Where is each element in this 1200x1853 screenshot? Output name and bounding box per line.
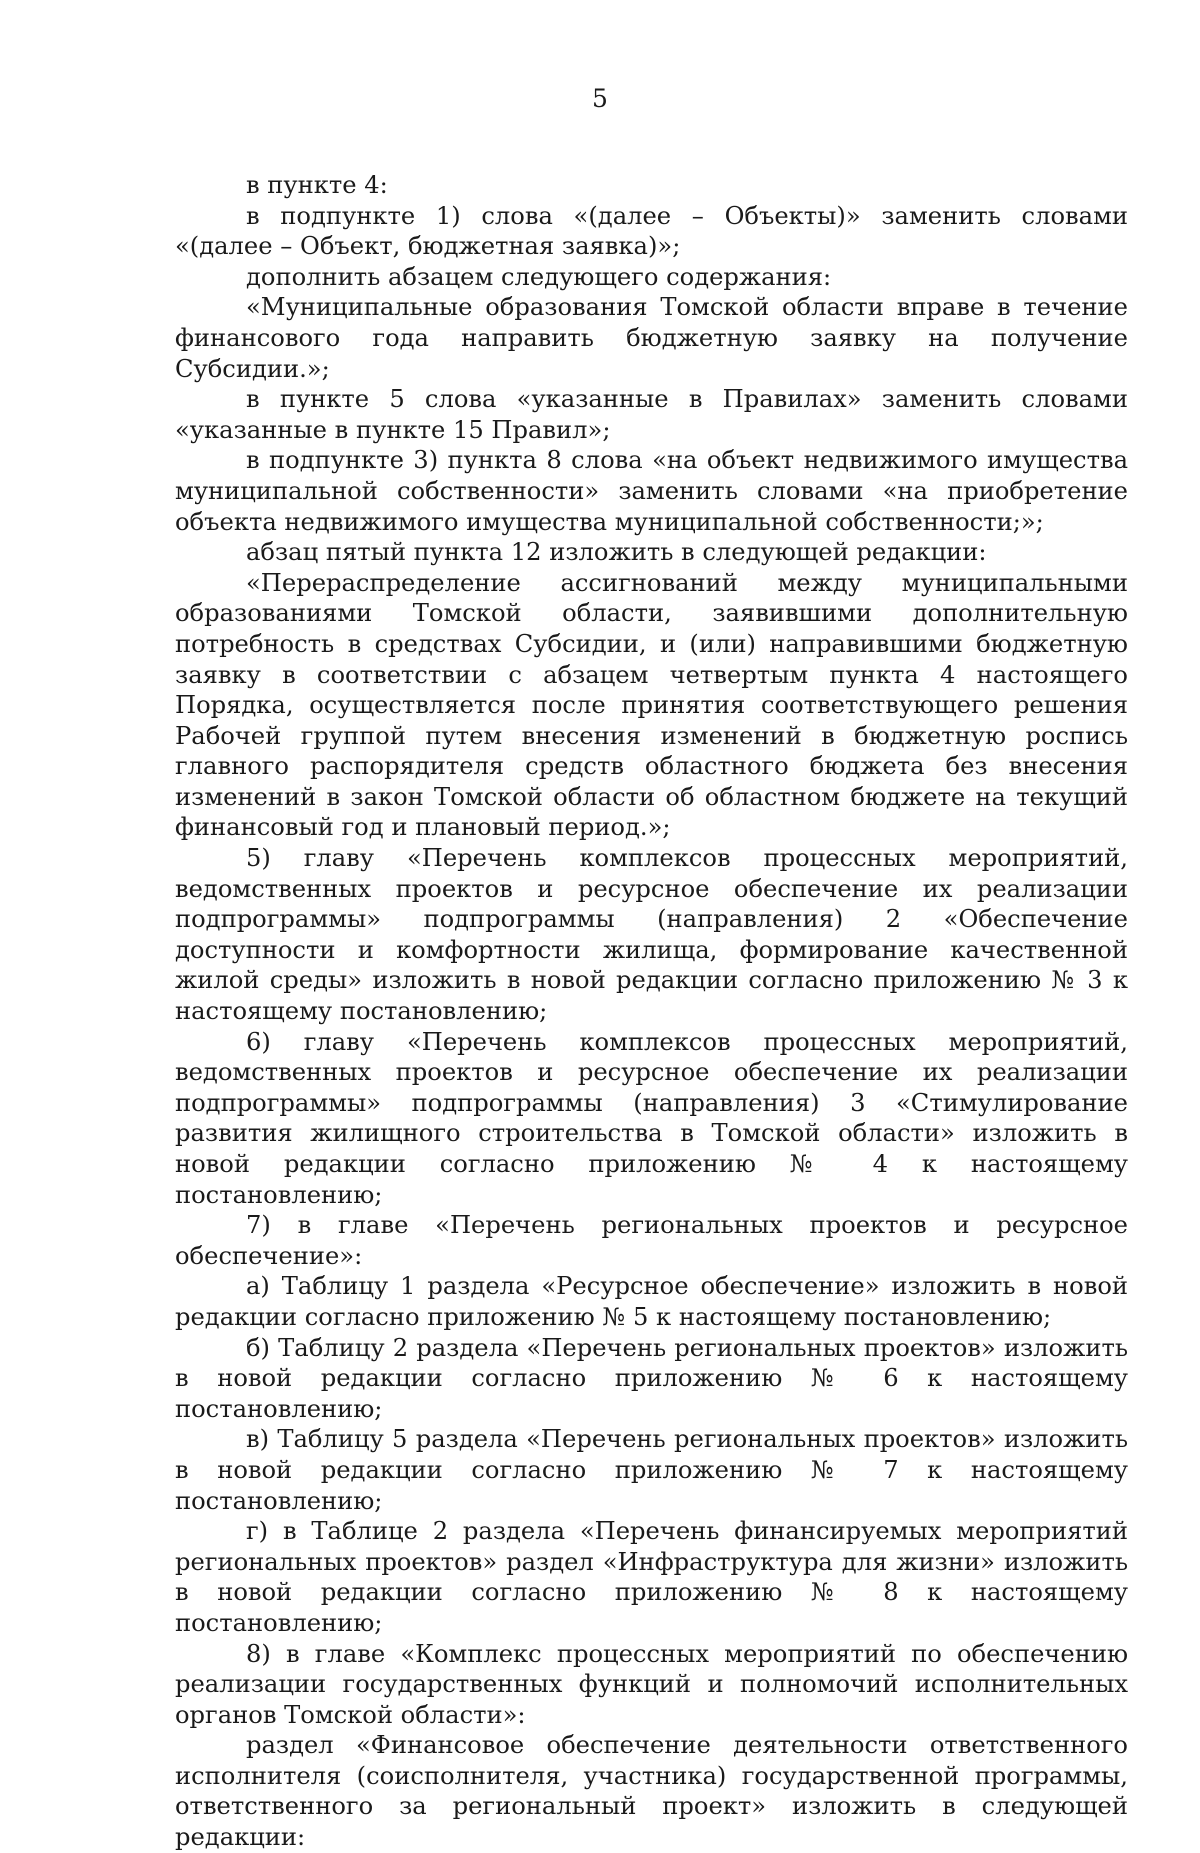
paragraph: «Перераспределение ассигнований между муниципальными образованиями Томской области, заявившими дополнительную потребность в средствах Субсидии, и (или) направившими бюджетную заявку в соответствии с абзацем четвертым пункта 4 настоящего Порядка, осуществляется после принятия соответствующего решения Рабочей группой путем внесения изменений в бюджетную роспись главного распорядителя средств областного бюджета без внесения изменений в закон Томской области об областном бюджете на текущий финансовый год и плановый период.»; [175, 568, 1128, 842]
paragraph: г) в Таблице 2 раздела «Перечень финансируемых мероприятий региональных проектов» раздел «Инфраструктура для жизни» изложить в новой редакции согласно приложению № 8 к настоящему постановлению; [175, 1517, 1128, 1637]
paragraph: 6) главу «Перечень комплексов процессных мероприятий, ведомственных проектов и ресурсное обеспечение их реализации подпрограммы» подпрограммы (направления) 3 «Стимулирование развития жилищного строительства в Томской области» изложить в новой редакции согласно приложению № 4 к настоящему постановлению; [175, 1027, 1128, 1209]
paragraph: 8) в главе «Комплекс процессных мероприятий по обеспечению реализации государственных функций и полномочий исполнительных органов Томской области»: [175, 1639, 1128, 1729]
paragraph: раздел «Финансовое обеспечение деятельности ответственного исполнителя (соисполнителя, участника) государственной программы, ответственного за региональный проект» изложить в следующей редакции: [175, 1731, 1128, 1852]
paragraph: в подпункте 3) пункта 8 слова «на объект недвижимого имущества муниципальной собственности» заменить словами «на приобретение объекта недвижимого имущества муниципальной собственности;»; [175, 446, 1128, 536]
paragraph: 7) в главе «Перечень региональных проектов и ресурсное обеспечение»: [175, 1211, 1128, 1270]
paragraph: 5) главу «Перечень комплексов процессных мероприятий, ведомственных проектов и ресурсное обеспечение их реализации подпрограммы» подпрограммы (направления) 2 «Обеспечение доступности и комфортности жилища, формирование качественной жилой среды» изложить в новой редакции согласно приложению № 3 к настоящему постановлению; [175, 844, 1128, 1026]
paragraph: в пункте 5 слова «указанные в Правилах» заменить словами «указанные в пункте 15 Правил»; [175, 385, 1128, 444]
paragraph: «Муниципальные образования Томской области вправе в течение финансового года направить бюджетную заявку на получение Субсидии.»; [175, 293, 1128, 383]
paragraph: в подпункте 1) слова «(далее – Объекты)» заменить словами «(далее – Объект, бюджетная заявка)»; [175, 201, 1128, 261]
paragraph: в пункте 4: [246, 171, 388, 199]
paragraph: б) Таблицу 2 раздела «Перечень региональных проектов» изложить в новой редакции согласно приложению № 6 к настоящему постановлению; [175, 1333, 1128, 1423]
paragraph: дополнить абзацем следующего содержания: [246, 262, 832, 291]
page-number: 5 [592, 84, 608, 113]
paragraph: в) Таблицу 5 раздела «Перечень региональных проектов» изложить в новой редакции согласно приложению № 7 к настоящему постановлению; [175, 1425, 1128, 1515]
paragraph: а) Таблицу 1 раздела «Ресурсное обеспечение» изложить в новой редакции согласно приложению № 5 к настоящему постановлению; [175, 1272, 1128, 1331]
paragraph: абзац пятый пункта 12 изложить в следующей редакции: [246, 538, 987, 567]
document-body [175, 170, 1128, 1853]
